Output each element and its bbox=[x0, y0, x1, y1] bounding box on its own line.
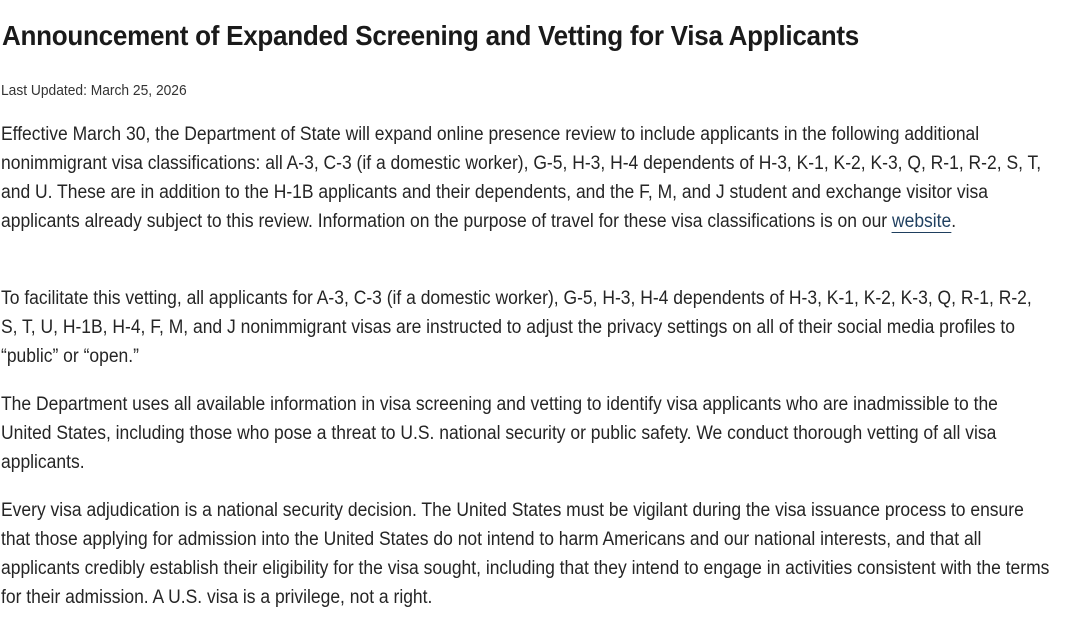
paragraph-expanded-review-end: . bbox=[951, 211, 957, 232]
paragraph-expanded-review-text: Effective March 30, the Department of State will expand online presence review to include applicants in the following additional nonimmigrant visa classifications: all A-3, C-3 (if a domestic worker), G-5, H-3, H-4 dependents of H-3, K-1, K-2, K-3, Q, R-1, R-2, S, T, and U. These are in addition to the H-1B applicants and their dependents, and the F, M, and J student and exchange visitor visa applicants already subject to this review. Information on the purpose of travel for these visa classifications is on our bbox=[1, 124, 1042, 232]
paragraph-department-vetting: The Department uses all available information in visa screening and vetting to identify visa applicants who are inadmissible to the United States, including those who pose a threat to U.S. national security or public safety. We conduct thorough vetting of all visa applicants. bbox=[1, 394, 998, 473]
website-link[interactable]: website bbox=[891, 211, 952, 232]
paragraph-expanded-review bbox=[1, 120, 1050, 236]
paragraph-national-security: Every visa adjudication is a national security decision. The United States must be vigilant during the visa issuance process to ensure that those applying for admission into the United States do not intend to harm Americans and our national interests, and that all applicants credibly establish their eligibility for the visa sought, including that they intend to engage in activities consistent with the terms for their admission. A U.S. visa is a privilege, not a right. bbox=[1, 500, 1050, 608]
last-updated-date: Last Updated: March 25, 2026 bbox=[1, 82, 187, 99]
paragraph-privacy-settings: To facilitate this vetting, all applicants for A-3, C-3 (if a domestic worker), G-5, H-3, H-4 dependents of H-3, K-1, K-2, K-3, Q, R-1, R-2, S, T, U, H-1B, H-4, F, M, and J nonimmigrant visas are instructed to adjust the privacy settings on all of their social media profiles to “public” or “open.” bbox=[1, 288, 1032, 367]
page-title: Announcement of Expanded Screening and Vetting for Visa Applicants bbox=[2, 20, 859, 51]
